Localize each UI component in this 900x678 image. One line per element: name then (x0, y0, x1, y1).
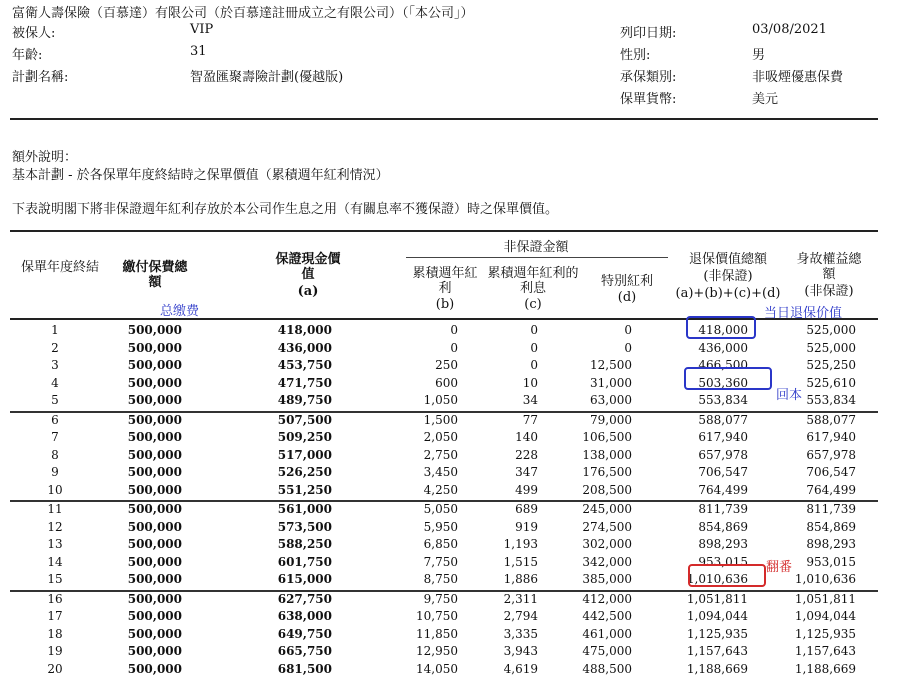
cell-surrender: 854,869 (698, 519, 748, 534)
cell-guaranteed: 551,250 (277, 482, 332, 497)
cell-year: 6 (51, 412, 59, 427)
cell-special: 461,000 (582, 626, 632, 641)
cell-bonus: 600 (435, 375, 458, 390)
age-value: 31 (190, 44, 207, 59)
cell-bonus: 3,450 (423, 465, 458, 480)
cell-interest: 0 (530, 358, 538, 373)
cell-year: 1 (51, 323, 59, 337)
cell-interest: 347 (515, 465, 538, 480)
highlight-box-year4 (684, 367, 772, 390)
cell-interest: 919 (515, 519, 538, 534)
cell-premium: 500,000 (127, 502, 182, 516)
gender-label: 性別: (620, 48, 651, 63)
cell-surrender: 1,125,935 (686, 626, 748, 641)
print-date-value: 03/08/2021 (752, 22, 827, 37)
cell-death: 525,610 (806, 375, 856, 390)
cell-year: 16 (47, 591, 63, 606)
cell-special: 79,000 (590, 412, 632, 427)
cell-interest: 34 (522, 393, 538, 408)
cell-surrender: 436,000 (698, 340, 748, 355)
cell-bonus: 8,750 (423, 572, 458, 587)
cell-surrender: 706,547 (698, 465, 748, 480)
cell-guaranteed: 436,000 (277, 340, 332, 355)
cell-surrender: 898,293 (698, 537, 748, 552)
cell-premium: 500,000 (127, 340, 182, 355)
cell-year: 19 (47, 644, 63, 659)
cell-special: 385,000 (582, 572, 632, 587)
cell-surrender: 466,500 (698, 358, 748, 373)
cell-guaranteed: 649,750 (277, 626, 332, 641)
cell-death: 1,051,811 (794, 591, 856, 606)
cell-surrender: 553,834 (698, 393, 748, 408)
annotation-doubled: 翻番 (766, 560, 793, 575)
cell-special: 442,500 (582, 609, 632, 624)
cell-guaranteed: 517,000 (277, 447, 332, 462)
cell-premium: 500,000 (127, 644, 182, 659)
cell-year: 15 (47, 572, 63, 587)
cell-bonus: 250 (435, 358, 458, 373)
cell-guaranteed: 509,250 (277, 430, 332, 445)
plan-label: 計劃名稱: (12, 70, 69, 85)
cell-death: 854,869 (806, 519, 856, 534)
cell-premium: 500,000 (127, 393, 182, 408)
col-surrender: 退保價值總額 (688, 252, 767, 267)
cell-special: 0 (624, 323, 632, 337)
cell-year: 2 (51, 340, 59, 355)
cell-surrender: 764,499 (698, 482, 748, 497)
col-death-sub: (非保證) (804, 284, 854, 299)
annotation-same-day-surrender: 当日退保价值 (764, 306, 843, 321)
cell-special: 138,000 (582, 447, 632, 462)
cell-year: 20 (47, 661, 63, 676)
company-title: 富衛人壽保險（百慕達）有限公司（於百慕達註冊成立之有限公司）（「本公司」） (12, 6, 474, 21)
cell-death: 706,547 (806, 465, 856, 480)
cell-premium: 500,000 (127, 661, 182, 676)
cell-interest: 2,311 (503, 591, 538, 606)
col-guaranteed: 保證現金價值 (275, 252, 341, 282)
cell-guaranteed: 588,250 (277, 537, 332, 552)
cell-death: 1,010,636 (794, 572, 856, 587)
cell-premium: 500,000 (127, 554, 182, 569)
basic-plan-title: 基本計劃 - 於各保單年度終結時之保單價值（累積週年紅利情況） (12, 168, 389, 183)
cell-surrender: 811,739 (698, 502, 748, 516)
cell-surrender: 503,360 (698, 375, 748, 390)
col-bonus: 累積週年紅利 (412, 266, 478, 296)
cell-bonus: 12,950 (416, 644, 458, 659)
cell-special: 412,000 (582, 591, 632, 606)
cell-surrender: 1,094,044 (686, 609, 748, 624)
col-surrender-sub2: (a)+(b)+(c)+(d) (675, 286, 781, 301)
cell-death: 617,940 (806, 430, 856, 445)
cell-year: 11 (47, 502, 63, 516)
cell-guaranteed: 665,750 (277, 644, 332, 659)
col-special-sub: (d) (617, 290, 637, 305)
cell-bonus: 9,750 (423, 591, 458, 606)
insured-value: VIP (190, 22, 214, 37)
annotation-total-paid: 总缴费 (160, 304, 200, 319)
cell-bonus: 1,050 (423, 393, 458, 408)
cell-interest: 1,886 (503, 572, 538, 587)
col-interest: 累積週年紅利的利息 (487, 266, 579, 296)
cell-special: 31,000 (590, 375, 632, 390)
cell-year: 18 (47, 626, 63, 641)
cell-interest: 689 (515, 502, 538, 516)
cell-interest: 2,794 (503, 609, 538, 624)
cell-surrender: 1,051,811 (686, 591, 748, 606)
age-label: 年齡: (12, 48, 43, 63)
cell-special: 475,000 (582, 644, 632, 659)
col-premium: 繳付保費總額 (122, 260, 188, 290)
cell-guaranteed: 681,500 (277, 661, 332, 676)
cell-year: 7 (51, 430, 59, 445)
cell-surrender: 617,940 (698, 430, 748, 445)
cell-special: 176,500 (582, 465, 632, 480)
gender-value: 男 (752, 48, 766, 63)
highlight-box-year1 (686, 316, 756, 339)
cell-guaranteed: 507,500 (277, 412, 332, 427)
cell-bonus: 1,500 (423, 412, 458, 427)
group-underline (406, 257, 668, 258)
cell-death: 1,157,643 (794, 644, 856, 659)
cell-premium: 500,000 (127, 482, 182, 497)
cell-special: 488,500 (582, 661, 632, 676)
cell-year: 14 (47, 554, 63, 569)
cell-death: 811,739 (806, 502, 856, 516)
cell-death: 588,077 (806, 412, 856, 427)
cell-guaranteed: 601,750 (277, 554, 332, 569)
cell-surrender: 1,010,636 (686, 572, 748, 587)
cell-premium: 500,000 (127, 430, 182, 445)
col-guaranteed-sub: (a) (297, 284, 319, 299)
cell-bonus: 6,850 (423, 537, 458, 552)
header-divider (10, 118, 878, 120)
annotation-break-even: 回本 (776, 388, 803, 403)
cell-death: 1,188,669 (794, 661, 856, 676)
cell-interest: 1,193 (503, 537, 538, 552)
cell-guaranteed: 489,750 (277, 393, 332, 408)
cell-premium: 500,000 (127, 323, 182, 337)
cell-bonus: 11,850 (416, 626, 458, 641)
cell-bonus: 2,050 (423, 430, 458, 445)
cell-premium: 500,000 (127, 447, 182, 462)
cell-special: 208,500 (582, 482, 632, 497)
cell-premium: 500,000 (127, 412, 182, 427)
cell-year: 17 (47, 609, 63, 624)
cell-guaranteed: 573,500 (277, 519, 332, 534)
cell-interest: 3,335 (503, 626, 538, 641)
cell-death: 525,250 (806, 358, 856, 373)
cell-death: 525,000 (806, 340, 856, 355)
cell-year: 13 (47, 537, 63, 552)
cell-premium: 500,000 (127, 609, 182, 624)
cell-bonus: 14,050 (416, 661, 458, 676)
class-value: 非吸煙優惠保費 (752, 70, 844, 85)
cell-bonus: 7,750 (423, 554, 458, 569)
plan-value: 智盈匯聚壽險計劃(優越版) (190, 70, 344, 85)
cell-special: 274,500 (582, 519, 632, 534)
cell-death: 525,000 (806, 323, 856, 337)
cell-year: 3 (51, 358, 59, 373)
cell-special: 63,000 (590, 393, 632, 408)
cell-premium: 500,000 (127, 626, 182, 641)
cell-premium: 500,000 (127, 591, 182, 606)
cell-year: 12 (47, 519, 63, 534)
currency-value: 美元 (752, 92, 779, 107)
cell-special: 342,000 (582, 554, 632, 569)
cell-death: 553,834 (806, 393, 856, 408)
cell-bonus: 5,950 (423, 519, 458, 534)
cell-death: 898,293 (806, 537, 856, 552)
cell-guaranteed: 615,000 (277, 572, 332, 587)
cell-guaranteed: 418,000 (277, 323, 332, 337)
cell-interest: 1,515 (503, 554, 538, 569)
cell-bonus: 0 (450, 340, 458, 355)
cell-surrender: 657,978 (698, 447, 748, 462)
highlight-box-year15 (688, 564, 766, 587)
table-description: 下表說明閣下將非保證週年紅利存放於本公司作生息之用（有關息率不獲保證）時之保單價值。 (12, 202, 559, 217)
cell-death: 953,015 (806, 554, 856, 569)
col-interest-sub: (c) (524, 297, 542, 312)
cell-death: 657,978 (806, 447, 856, 462)
cell-death: 1,094,044 (794, 609, 856, 624)
cell-surrender: 1,188,669 (686, 661, 748, 676)
cell-interest: 0 (530, 323, 538, 337)
cell-special: 245,000 (582, 502, 632, 516)
cell-interest: 499 (515, 482, 538, 497)
currency-label: 保單貨幣: (620, 92, 677, 107)
cell-surrender: 953,015 (698, 554, 748, 569)
cell-year: 8 (51, 447, 59, 462)
cell-year: 5 (51, 393, 59, 408)
cell-bonus: 4,250 (423, 482, 458, 497)
col-year: 保單年度終結 (20, 260, 99, 275)
cell-bonus: 0 (450, 323, 458, 337)
cell-premium: 500,000 (127, 465, 182, 480)
cell-year: 10 (47, 482, 63, 497)
cell-special: 106,500 (582, 430, 632, 445)
cell-special: 12,500 (590, 358, 632, 373)
cell-interest: 4,619 (503, 661, 538, 676)
cell-interest: 228 (515, 447, 538, 462)
cell-death: 1,125,935 (794, 626, 856, 641)
cell-special: 302,000 (582, 537, 632, 552)
cell-premium: 500,000 (127, 537, 182, 552)
extra-label: 額外說明： (12, 150, 78, 165)
cell-interest: 77 (522, 412, 538, 427)
cell-guaranteed: 526,250 (277, 465, 332, 480)
col-death: 身故權益總額 (796, 252, 862, 282)
cell-surrender: 588,077 (698, 412, 748, 427)
cell-premium: 500,000 (127, 375, 182, 390)
col-surrender-sub1: (非保證) (703, 269, 753, 284)
cell-surrender: 1,157,643 (686, 644, 748, 659)
cell-special: 0 (624, 340, 632, 355)
cell-death: 764,499 (806, 482, 856, 497)
print-date-label: 列印日期: (620, 26, 677, 41)
col-special: 特別紅利 (600, 274, 653, 289)
cell-interest: 3,943 (503, 644, 538, 659)
cell-year: 4 (51, 375, 59, 390)
cell-bonus: 5,050 (423, 502, 458, 516)
cell-bonus: 10,750 (416, 609, 458, 624)
cell-guaranteed: 627,750 (277, 591, 332, 606)
cell-year: 9 (51, 465, 59, 480)
cell-premium: 500,000 (127, 572, 182, 587)
cell-surrender: 418,000 (698, 323, 748, 337)
cell-interest: 140 (515, 430, 538, 445)
cell-interest: 10 (522, 375, 538, 390)
col-bonus-sub: (b) (435, 297, 455, 312)
table-top-rule (10, 230, 878, 232)
insured-label: 被保人: (12, 26, 56, 41)
cell-guaranteed: 471,750 (277, 375, 332, 390)
class-label: 承保類別: (620, 70, 677, 85)
group-non-guaranteed: 非保證金額 (503, 240, 569, 255)
cell-premium: 500,000 (127, 358, 182, 373)
cell-interest: 0 (530, 340, 538, 355)
cell-guaranteed: 561,000 (277, 502, 332, 516)
cell-guaranteed: 453,750 (277, 358, 332, 373)
cell-bonus: 2,750 (423, 447, 458, 462)
cell-premium: 500,000 (127, 519, 182, 534)
cell-guaranteed: 638,000 (277, 609, 332, 624)
